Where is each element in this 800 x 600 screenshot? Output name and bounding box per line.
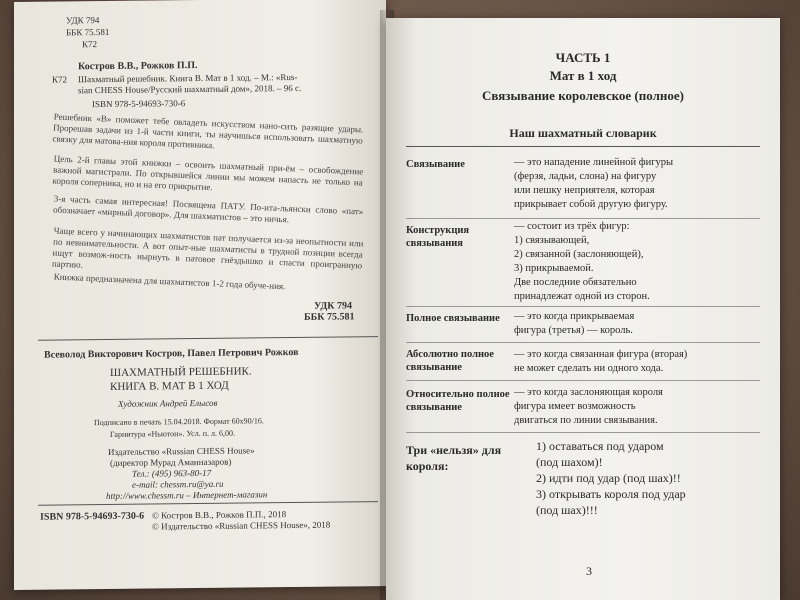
page-number: 3	[586, 564, 592, 578]
definition-polnoe: — это когда прикрываемая фигура (третья) — король.	[514, 311, 635, 336]
publisher-line-2: (директор Мурад Аманназаров)	[110, 456, 232, 468]
definition-otnositelno: — это когда заслоняющая короля фигура имеет возможность двигаться по линии связывания.	[514, 387, 663, 426]
annotation-para-4: Чаще всего у начинающих шахматистов пат получается из-за неопытности или по невнимательности. А вот опыт-ные шахматисты в трудной позиции всегда ищут возмож-ность нырнуть в патовое гнёздышко и спасти проигранную партию.	[51, 225, 364, 271]
entry-divider-3	[406, 342, 760, 343]
king-rules: 1) оставаться под ударом (под шахом)! 2) идти под удар (под шах)!! 3) открывать короля под удар (под шах)!!!	[536, 439, 686, 517]
isbn-bottom: ISBN 978-5-94693-730-6	[40, 510, 145, 523]
term-absolyutno: Абсолютно полное связывание	[406, 349, 494, 373]
annotation-para-5: Книжка предназначена для шахматистов 1-2 года обуче-ния.	[53, 271, 286, 292]
annotation-para-3: 3-я часть самая интересная! Посвящена ПАТУ. По-ита-льянски слово «пат» обозначает «мирный договор». Для шахматистов – это ничья.	[52, 193, 364, 225]
publisher-line-1: Издательство «Russian CHESS House»	[108, 445, 255, 457]
phone: Тел.: (495) 963-80-17	[132, 467, 212, 479]
bbk-bottom: ББК 75.581	[304, 311, 355, 323]
dictionary-rule	[406, 146, 760, 147]
website: http://www.chessm.ru – Интернет-магазин	[106, 489, 268, 501]
term-tri-nelzya: Три «нельзя» для короля:	[406, 443, 502, 473]
authors-full: Всеволод Викторович Костров, Павел Петрович Рожков	[44, 346, 299, 361]
divider-top	[38, 336, 378, 341]
book-title-1: ШАХМАТНЫЙ РЕШЕБНИК.	[110, 365, 252, 379]
right-page	[386, 18, 780, 600]
copyright-2: © Издательство «Russian CHESS House», 2018	[152, 519, 331, 532]
udk-bottom: УДК 794	[314, 300, 352, 312]
term-polnoe: Полное связывание	[406, 313, 500, 324]
print-line-1: Подписано в печать 15.04.2018. Формат 60х90/16.	[94, 416, 264, 428]
isbn-line: ISBN 978-5-94693-730-6	[92, 98, 186, 110]
udk-top: УДК 794	[66, 15, 100, 26]
code-top: К72	[82, 39, 98, 50]
term-otnositelno: Относительно полное связывание	[406, 389, 510, 413]
book-title-2: КНИГА В. МАТ В 1 ХОД	[110, 379, 229, 393]
bbk-top: ББК 75.581	[66, 26, 110, 38]
definition-svyazyvanie: — это нападение линейной фигуры (ферзя, ладьи, слона) на фигуру или пешку неприятеля, которая прикрывает собой другую фигуру.	[514, 157, 674, 210]
term-svyazyvanie: Связывание	[406, 159, 465, 170]
left-page	[14, 0, 386, 590]
email: e-mail: chessm.ru@ya.ru	[132, 478, 224, 490]
definition-konstrukciya: — состоит из трёх фигур: 1) связывающей, 2) связанной (заслоняющей), 3) прикрываемой. Две последние обязательно принадлежат одной из сторон.	[514, 221, 650, 302]
annotation-para-1: Решебник «В» поможет тебе овладеть искусством нано-сить разящие удары. Прорешав задачи из 1-й части книги, ты научишься использовать шахматную связку для матова-ния короля противника.	[52, 111, 364, 151]
entry-divider-1	[406, 218, 760, 219]
entry-divider-5	[406, 432, 760, 433]
annotation-para-2: Цель 2-й главы этой книжки – освоить шахматный при-ём – освобождение важной магистрали. По открывшейся линии мы можем напасть не только на короля соперника, но и на его прикрытие.	[52, 153, 364, 193]
print-line-2: Гарнитура «Ньютон». Усл. п. л. 6,00.	[110, 428, 235, 439]
entry-divider-2	[406, 306, 760, 307]
entry-divider-4	[406, 380, 760, 381]
copyright-1: © Костров В.В., Рожков П.П., 2018	[152, 509, 287, 521]
term-konstrukciya: Конструкция связывания	[406, 225, 470, 249]
dictionary-title: Наш шахматный словарик	[509, 126, 657, 140]
part-heading: ЧАСТЬ 1	[555, 50, 611, 65]
biblio-line-2: sian CHESS House/Русский шахматный дом», 2018. – 96 с.	[78, 82, 302, 96]
code-side: К72	[52, 74, 68, 85]
section-heading: Связывание королевское (полное)	[482, 88, 684, 103]
divider-bottom	[38, 501, 378, 506]
illustrator: Художник Андрей Елысов	[118, 397, 218, 409]
definition-absolyutno: — это когда связанная фигура (вторая) не может сделать ни одного хода.	[514, 349, 688, 374]
part-subtitle: Мат в 1 ход	[549, 68, 617, 83]
biblio-line-1: Шахматный решебник. Книга В. Мат в 1 ход. – М.: «Rus-	[78, 71, 298, 85]
authors-short: Костров В.В., Рожков П.П.	[78, 60, 198, 73]
